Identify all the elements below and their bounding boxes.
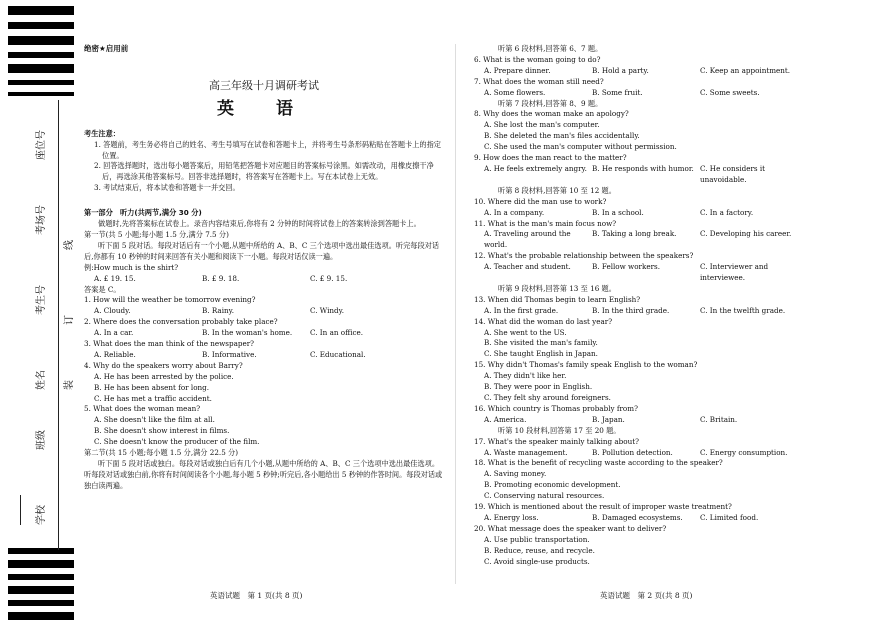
secret-stamp: 绝密★启用前 [84, 44, 129, 53]
option: C. Energy consumption. [700, 447, 788, 457]
option: C. Limited food. [700, 512, 759, 522]
question-4: 4. Why do the speakers worry about Barry? [84, 360, 243, 370]
binding-strip [12, 100, 75, 580]
question: 9. How does the man react to the matter? [474, 153, 627, 163]
option: C. Conserving natural resources. [484, 491, 605, 501]
option: C. Avoid single-use products. [484, 556, 590, 566]
option: C. She used the man's computer without permission. [484, 142, 677, 152]
option: B. Damaged ecosystems. [592, 512, 683, 522]
cut-mark-zhuang: 装 [64, 380, 75, 390]
question: 7. What does the woman still need? [474, 76, 604, 86]
option: B. Pollution detection. [592, 447, 673, 457]
options-row [474, 306, 854, 317]
option: A. He feels extremely angry. [484, 163, 587, 173]
question: 18. What is the benefit of recycling waste according to the speaker? [474, 458, 723, 468]
option: A. Teacher and student. [484, 262, 571, 272]
page-2-footer: 英语试题 第 2 页(共 8 页) [600, 591, 693, 600]
question: 11. What is the man's main focus now? [474, 218, 617, 228]
question: 10. Where did the man use to work? [474, 196, 607, 206]
question-2-options: A. In a car. B. In the woman's home. C. In an office. [94, 328, 364, 338]
option: C. In the twelfth grade. [700, 305, 786, 315]
notice-item: 2. 回答选择题时，选出每小题答案后，用铅笔把答题卡对应题目的答案标号涂黑。如需改动，用橡皮擦干净后，再选涂其他答案标号。回答非选择题时，将答案写在答题卡上。写在本试卷上无效。 [94, 161, 434, 182]
options-row [474, 66, 854, 77]
options-row [474, 262, 854, 284]
option: C. In a factory. [700, 207, 754, 217]
options-row [474, 164, 854, 186]
option: B. Some fruit. [592, 87, 643, 97]
binding-line [58, 100, 59, 550]
option: A. Saving money. [484, 469, 547, 479]
options-row [474, 229, 854, 251]
question: 8. Why does the woman make an apology? [474, 109, 629, 119]
options-row [474, 513, 854, 524]
material-instruction: 听第 8 段材料,回答第 10 至 12 题。 [498, 185, 616, 195]
option: C. He considers it unavoidable. [700, 163, 766, 184]
option: B. She deleted the man's files accidentally. [484, 131, 640, 141]
notice-item: 3. 考试结束后，将本试卷和答题卡一并交回。 [94, 183, 240, 193]
option: B. They were poor in English. [484, 382, 593, 392]
option: A. Use public transportation. [484, 534, 590, 544]
question: 19. Which is mentioned about the result of improper waste treatment? [474, 502, 732, 512]
option: A. Prepare dinner. [484, 65, 551, 75]
option: A. Traveling around the world. [484, 229, 571, 250]
question: 6. What is the woman going to do? [474, 54, 601, 64]
option: C. She doesn't know the producer of the film. [94, 437, 260, 447]
question-3-options: A. Reliable. B. Informative. C. Educational. [94, 349, 366, 359]
option: A. They didn't like her. [484, 371, 567, 381]
options-row [474, 88, 854, 99]
option: C. They felt shy around foreigners. [484, 393, 611, 402]
question-3: 3. What does the man think of the newspaper? [84, 339, 255, 349]
option: C. Some sweets. [700, 87, 760, 97]
exam-title: 高三年级十月调研考试 [209, 78, 319, 92]
option: B. He has been absent for long. [94, 382, 210, 392]
option: B. Japan. [592, 414, 625, 424]
option: A. In the first grade. [484, 305, 559, 315]
page-1-footer: 英语试题 第 1 页(共 8 页) [210, 591, 303, 600]
question: 20. What message does the speaker want to deliver? [474, 523, 667, 533]
material-instruction: 听第 10 段材料,回答第 17 至 20 题。 [498, 425, 621, 435]
option: B. Reduce, reuse, and recycle. [484, 545, 595, 555]
subject-title: 英 语 [217, 98, 311, 119]
option: A. She went to the US. [484, 327, 567, 337]
label-candidate-no: 考生号 [36, 285, 47, 315]
option: A. She lost the man's computer. [484, 120, 600, 130]
example-options: A. £ 19. 15. B. £ 9. 18. C. £ 9. 15. [94, 273, 348, 283]
question-1-options: A. Cloudy. B. Rainy. C. Windy. [94, 306, 344, 316]
option: C. Interviewer and interviewee. [700, 262, 769, 283]
options-row [474, 415, 854, 426]
material-instruction: 听第 6 段材料,回答第 6、7 题。 [498, 44, 603, 53]
option: B. In a school. [592, 207, 644, 217]
label-class: 班级 [36, 430, 47, 450]
option: A. In a company. [484, 207, 545, 217]
question: 17. What's the speaker mainly talking about? [474, 436, 639, 446]
option: A. Waste management. [484, 447, 568, 457]
question: 15. Why didn't Thomas's family speak English to the woman? [474, 360, 698, 370]
section1-intro: 听下面 5 段对话。每段对话后有一个小题,从题中所给的 A、B、C 三个选项中选出最佳选项。听完每段对话后,你都有 10 秒钟的时间来回答有关小题和阅读下一小题。每段对话仅读一遍。 [84, 240, 440, 261]
notice-item: 1. 答题前，考生务必将自己的姓名、考生号填写在试卷和答题卡上，并将考生号条形码粘贴在答题卡上的指定位置。 [94, 139, 441, 160]
option: B. Promoting economic development. [484, 480, 621, 490]
option: C. Developing his career. [700, 229, 792, 239]
options-row [474, 208, 854, 219]
section2-intro: 听下面 5 段对话或独白。每段对话或独白后有几个小题,从题中所给的 A、B、C 三个选项中选出最佳选项。听每段对话或独白前,你将有时间阅读各个小题,每小题 5 秒钟;听完后,各小题给出 5 秒钟的作答时间。每段对话或独白读两遍。 [84, 459, 443, 490]
option: B. In the third grade. [592, 305, 670, 315]
option: C. Keep an appointment. [700, 65, 791, 75]
page-1 [84, 44, 444, 492]
option: B. Fellow workers. [592, 262, 660, 272]
question: 13. When did Thomas begin to learn English? [474, 294, 641, 304]
question: 16. Which country is Thomas probably from? [474, 403, 638, 413]
option: B. She doesn't show interest in films. [94, 426, 230, 436]
label-school: 学校 [36, 505, 47, 525]
question: 12. What's the probable relationship between the speakers? [474, 251, 694, 261]
option: C. Britain. [700, 414, 738, 424]
option: B. Hold a party. [592, 65, 649, 75]
section1-heading: 第一节(共 5 小题;每小题 1.5 分,满分 7.5 分) [84, 229, 229, 239]
question-1: 1. How will the weather be tomorrow evening? [84, 295, 256, 305]
example-question: 例:How much is the shirt? [84, 262, 179, 272]
option: C. He has met a traffic accident. [94, 393, 212, 403]
section2-heading: 第二节(共 15 小题;每小题 1.5 分,满分 22.5 分) [84, 448, 239, 458]
option: C. She taught English in Japan. [484, 349, 598, 359]
page-divider [455, 44, 456, 584]
option: B. He responds with humor. [592, 163, 694, 173]
notice-list [84, 140, 444, 195]
option: A. Some flowers. [484, 87, 546, 97]
option: B. She visited the man's family. [484, 338, 598, 348]
option: A. Energy loss. [484, 512, 539, 522]
label-name: 姓名 [36, 370, 47, 390]
option: A. He has been arrested by the police. [94, 371, 234, 381]
example-answer: 答案是 C。 [84, 284, 121, 294]
question-5: 5. What does the woman mean? [84, 404, 201, 414]
part1-intro: 做题时,先将答案标在试卷上。录音内容结束后,你将有 2 分钟的时间将试卷上的答案转涂到答题卡上。 [98, 219, 421, 229]
option: A. America. [484, 414, 527, 424]
question-2: 2. Where does the conversation probably take place? [84, 317, 278, 327]
label-seat-no: 座位号 [36, 130, 47, 160]
label-room-no: 考场号 [36, 205, 47, 235]
option: A. She doesn't like the film at all. [94, 415, 215, 425]
option: B. Taking a long break. [592, 229, 677, 239]
page-2 [474, 44, 854, 568]
cut-mark-ding: 订 [64, 315, 75, 325]
material-instruction: 听第 7 段材料,回答第 8、9 题。 [498, 98, 603, 108]
question: 14. What did the woman do last year? [474, 316, 613, 326]
material-instruction: 听第 9 段材料,回答第 13 至 16 题。 [498, 283, 616, 293]
options-row [474, 448, 854, 459]
part1-heading: 第一部分 听力(共两节,满分 30 分) [84, 208, 202, 218]
cut-mark-xian: 线 [64, 240, 75, 250]
notice-heading: 考生注意： [84, 128, 120, 138]
